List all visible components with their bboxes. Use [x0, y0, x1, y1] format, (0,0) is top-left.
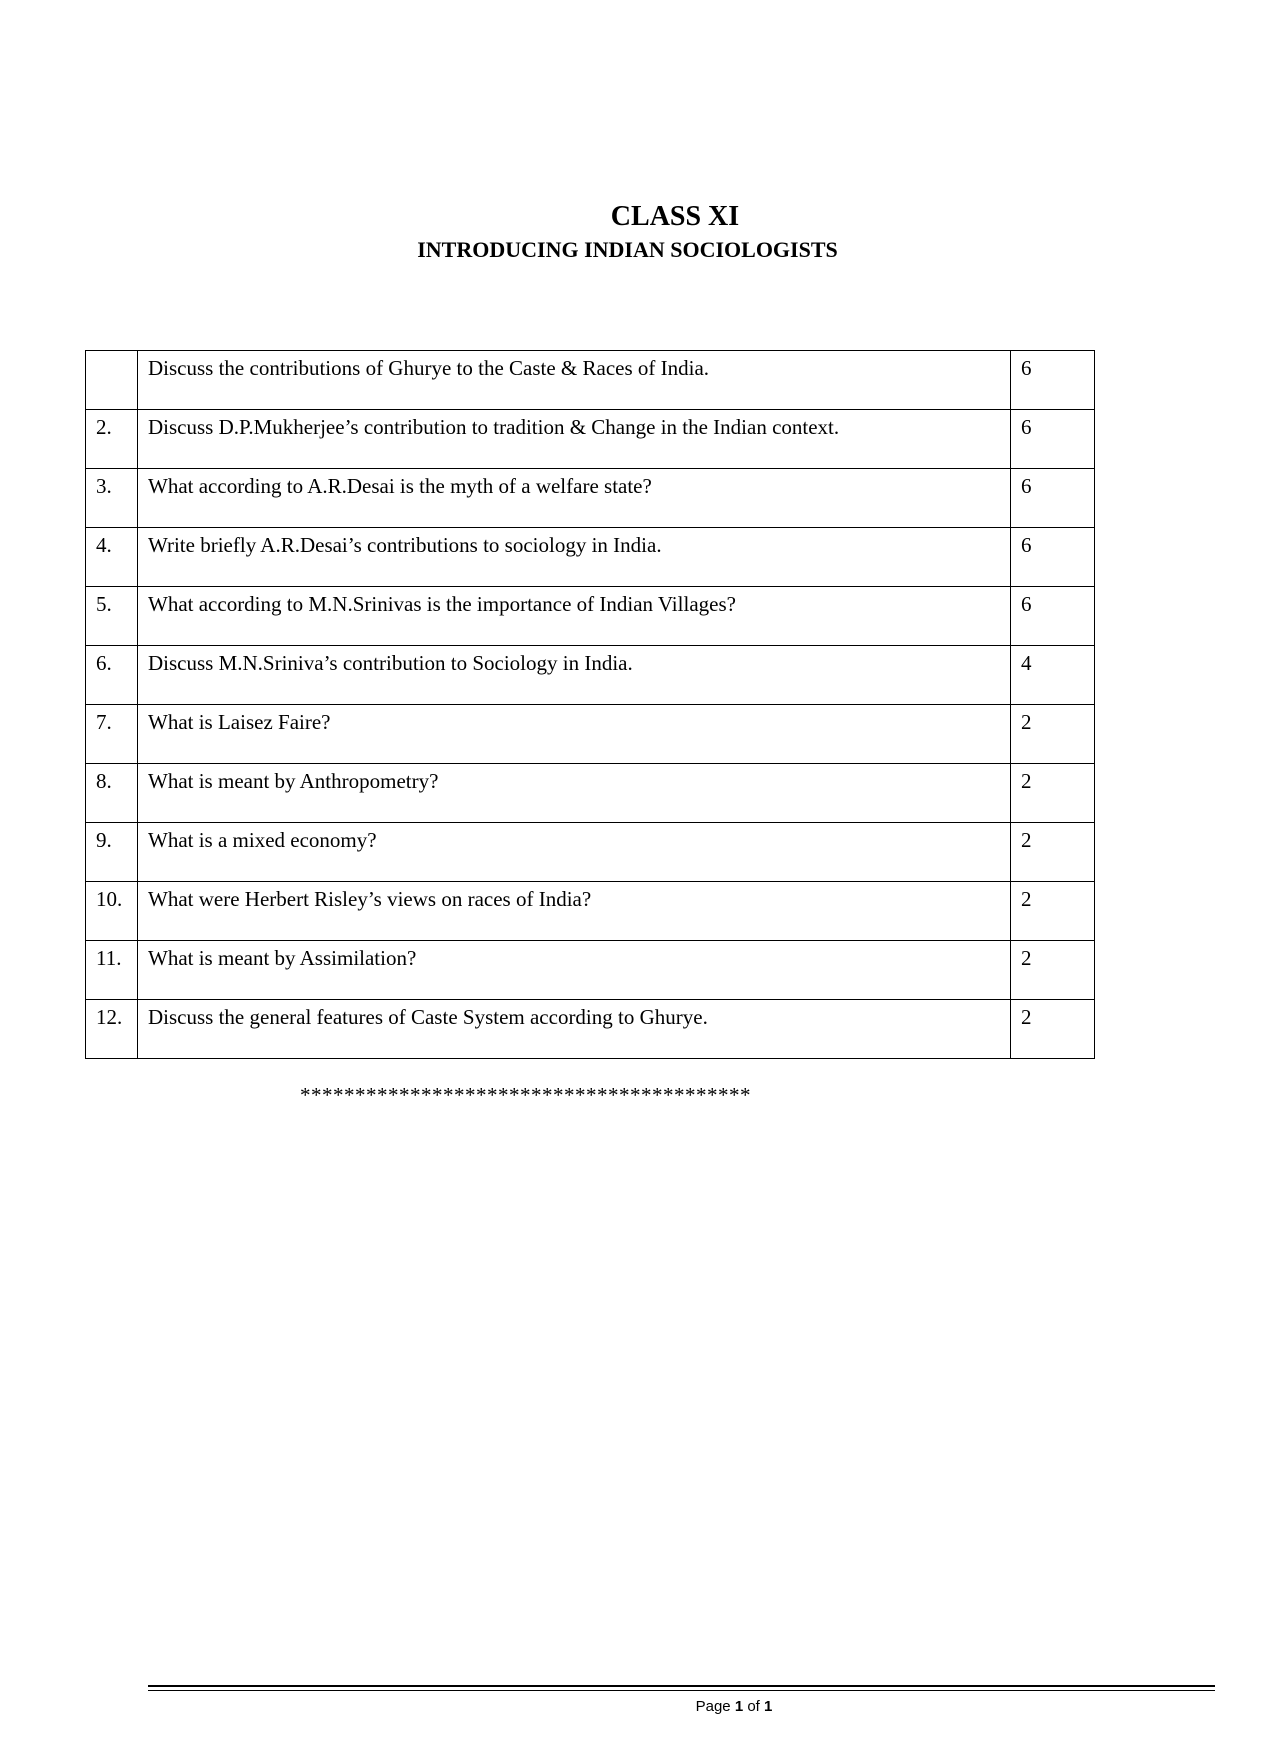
question-text: What is Laisez Faire?: [138, 705, 1011, 764]
question-text: Discuss D.P.Mukherjee’s contribution to tradition & Change in the Indian context.: [138, 410, 1011, 469]
question-marks: 6: [1011, 587, 1095, 646]
question-marks: 2: [1011, 882, 1095, 941]
question-number: 2.: [86, 410, 138, 469]
table-row: [86, 469, 1095, 528]
page-total: 1: [764, 1698, 773, 1715]
question-text: Discuss the general features of Caste System according to Ghurye.: [138, 1000, 1011, 1059]
table-row: [86, 705, 1095, 764]
question-marks: 2: [1011, 764, 1095, 823]
separator-asterisks: *****************************************: [300, 1083, 751, 1107]
question-marks: 6: [1011, 410, 1095, 469]
question-number: 10.: [86, 882, 138, 941]
page-of: of: [747, 1698, 760, 1715]
question-marks: 4: [1011, 646, 1095, 705]
question-text: Write briefly A.R.Desai’s contributions to sociology in India.: [138, 528, 1011, 587]
document-subtitle: INTRODUCING INDIAN SOCIOLOGISTS: [417, 237, 838, 262]
table-row: [86, 941, 1095, 1000]
question-text: What according to A.R.Desai is the myth of a welfare state?: [138, 469, 1011, 528]
question-number: 11.: [86, 941, 138, 1000]
page-label: Page: [695, 1698, 731, 1715]
question-number: 9.: [86, 823, 138, 882]
question-number: 3.: [86, 469, 138, 528]
question-marks: 6: [1011, 469, 1095, 528]
page-current: 1: [734, 1698, 744, 1715]
question-text: What is a mixed economy?: [138, 823, 1011, 882]
table-row: [86, 1000, 1095, 1059]
question-number: 6.: [86, 646, 138, 705]
question-text: Discuss M.N.Sriniva’s contribution to Sociology in India.: [138, 646, 1011, 705]
question-number: 7.: [86, 705, 138, 764]
table-row: [86, 528, 1095, 587]
question-number: 4.: [86, 528, 138, 587]
question-text: What is meant by Assimilation?: [138, 941, 1011, 1000]
question-number: 8.: [86, 764, 138, 823]
page-number: [0, 1698, 1275, 1715]
question-marks: 2: [1011, 1000, 1095, 1059]
question-number: 5.: [86, 587, 138, 646]
table-row: [86, 764, 1095, 823]
document-title: CLASS XI: [610, 201, 740, 232]
question-marks: 2: [1011, 823, 1095, 882]
question-text: What is meant by Anthropometry?: [138, 764, 1011, 823]
table-row: [86, 587, 1095, 646]
question-marks: 6: [1011, 351, 1095, 410]
question-marks: 2: [1011, 941, 1095, 1000]
question-number: 12.: [86, 1000, 138, 1059]
question-text: What according to M.N.Srinivas is the importance of Indian Villages?: [138, 587, 1011, 646]
footer-rule: [148, 1685, 1215, 1687]
table-row: [86, 882, 1095, 941]
table-row: [86, 351, 1095, 410]
questions-table: [85, 350, 1095, 1059]
question-marks: 6: [1011, 528, 1095, 587]
question-text: What were Herbert Risley’s views on races of India?: [138, 882, 1011, 941]
table-row: [86, 410, 1095, 469]
question-text: Discuss the contributions of Ghurye to the Caste & Races of India.: [138, 351, 1011, 410]
table-row: [86, 823, 1095, 882]
footer-rule-thin: [148, 1690, 1215, 1691]
table-row: [86, 646, 1095, 705]
question-marks: 2: [1011, 705, 1095, 764]
question-number: [86, 351, 138, 410]
